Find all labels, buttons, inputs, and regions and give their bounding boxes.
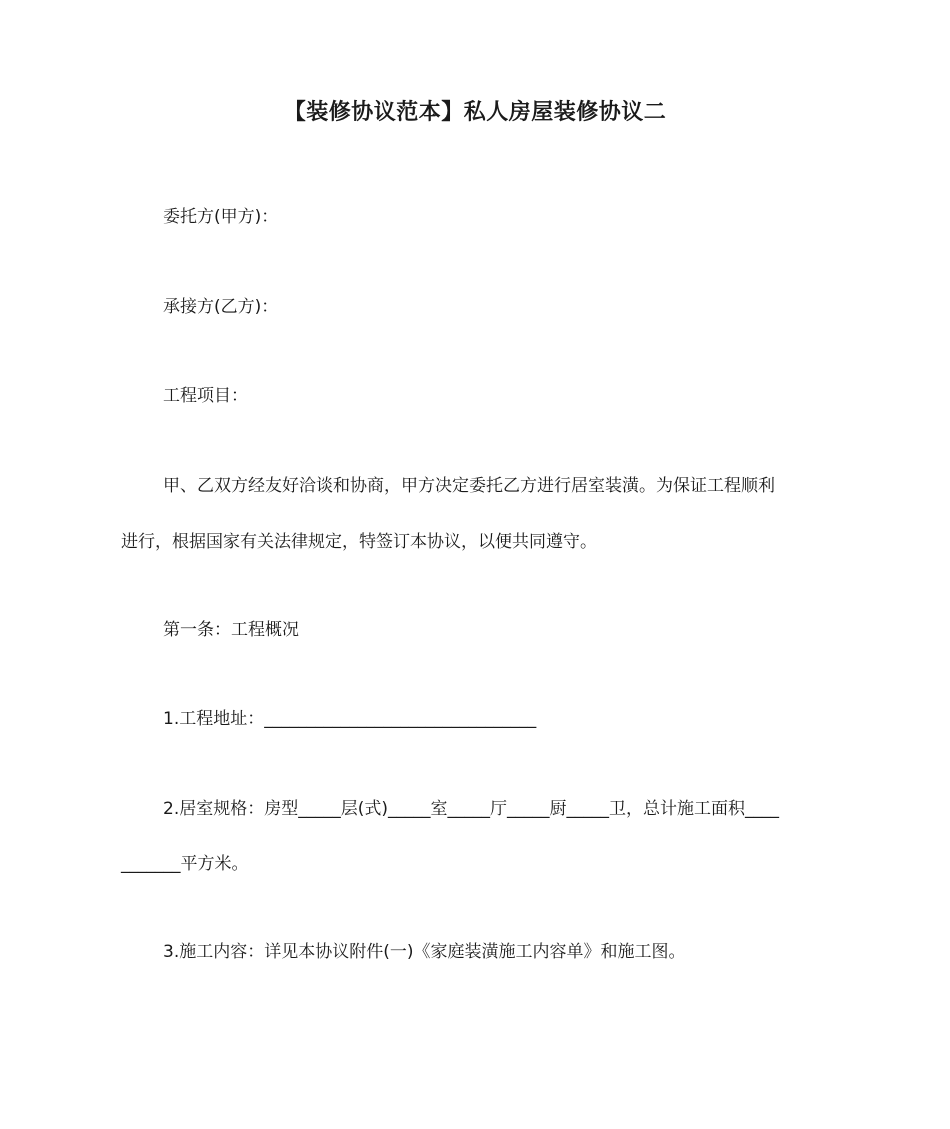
intro-paragraph-line-1: 甲、乙双方经友好洽谈和协商，甲方决定委托乙方进行居室装潢。为保证工程顺利 <box>163 476 775 496</box>
item-3-content: 3.施工内容：详见本协议附件(一)《家庭装潢施工内容单》和施工图。 <box>163 942 686 962</box>
article-1-heading: 第一条：工程概况 <box>163 620 299 640</box>
item-2-specs-line-2: _______平方米。 <box>121 854 249 874</box>
document-title: 【装修协议范本】私人房屋装修协议二 <box>283 100 667 125</box>
item-2-specs-line-1: 2.居室规格：房型_____层(式)_____室_____厅_____厨_____卫，总计施工面积____ <box>163 799 779 819</box>
intro-paragraph-line-2: 进行，根据国家有关法律规定，特签订本协议，以便共同遵守。 <box>121 532 597 552</box>
project-label: 工程项目： <box>163 386 248 406</box>
party-b-label: 承接方(乙方)： <box>163 297 279 317</box>
item-1-address: 1.工程地址：________________________________ <box>163 709 537 729</box>
party-a-label: 委托方(甲方)： <box>163 207 279 227</box>
